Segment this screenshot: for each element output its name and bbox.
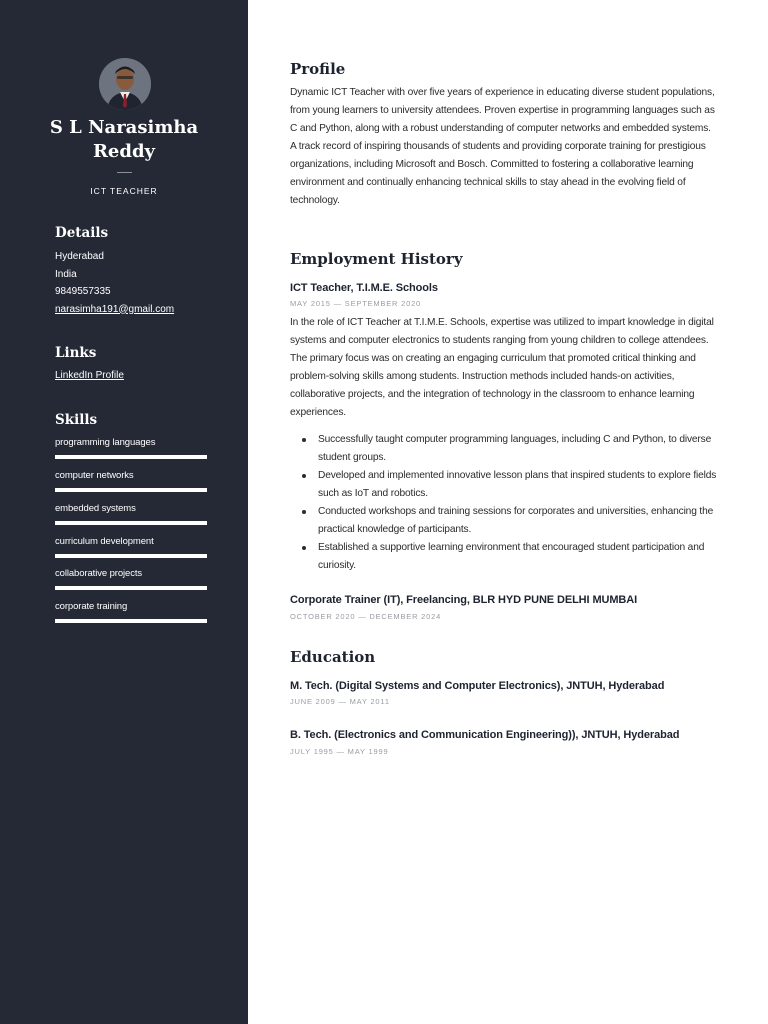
skill-level-bar — [55, 521, 207, 525]
skill-label: curriculum development — [55, 536, 154, 547]
skill-item — [55, 601, 207, 623]
achievement-item: Successfully taught computer programming languages, including C and Python, to diverse student groups. — [300, 431, 720, 467]
employment-heading: Employment History — [290, 250, 463, 268]
skill-item — [55, 503, 207, 525]
linkedin-profile-link[interactable]: LinkedIn Profile — [55, 370, 124, 381]
sidebar — [0, 0, 248, 1024]
skill-item — [55, 470, 207, 492]
job-dates: OCTOBER 2020 — DECEMBER 2024 — [290, 612, 442, 621]
details-phone: 9849557335 — [55, 286, 111, 297]
skill-level-bar — [55, 554, 207, 558]
profile-heading: Profile — [290, 60, 346, 78]
details-city: Hyderabad — [55, 251, 104, 262]
skills-heading: Skills — [55, 412, 98, 428]
details-block — [55, 248, 174, 318]
skill-item — [55, 536, 207, 558]
skill-level-bar — [55, 455, 207, 459]
candidate-name — [24, 116, 224, 164]
achievement-item: Conducted workshops and training sessions for corporates and universities, enhancing the practical knowledge of participants. — [300, 503, 720, 539]
skill-level-bar — [55, 488, 207, 492]
education-title: B. Tech. (Electronics and Communication Engineering)), JNTUH, Hyderabad — [290, 729, 680, 741]
email-link[interactable]: narasimha191@gmail.com — [55, 303, 175, 315]
profile-text: Dynamic ICT Teacher with over five years of experience in educating diverse student populations, from young learners to university attendees. Proven expertise in programming languages such as C and Python, along with a robust understanding of computer networks and embedded systems. A track record of inspiring thousands of students and providing corporate training for prestigious organizations, including Microsoft and Bosch. Committed to fostering a collaborative learning environment and continually enhancing technical skills to stay ahead in the evolving field of technology. — [290, 87, 715, 206]
skill-label: computer networks — [55, 470, 134, 481]
skill-item — [55, 437, 207, 459]
avatar-photo — [99, 58, 151, 110]
skill-label: embedded systems — [55, 503, 136, 514]
details-heading: Details — [55, 225, 109, 241]
candidate-job-title: ICT TEACHER — [90, 186, 158, 196]
links-block — [55, 367, 124, 385]
candidate-name-line1: S L Narasimha — [49, 117, 199, 138]
job-title: Corporate Trainer (IT), Freelancing, BLR HYD PUNE DELHI MUMBAI — [290, 594, 638, 606]
candidate-name-line2: Reddy — [92, 141, 156, 162]
skill-label: corporate training — [55, 601, 128, 612]
skill-label: collaborative projects — [55, 568, 143, 579]
skill-level-bar — [55, 619, 207, 623]
skill-label: programming languages — [55, 437, 156, 448]
skill-item — [55, 568, 207, 590]
details-country: India — [55, 268, 77, 280]
education-title: M. Tech. (Digital Systems and Computer Electronics), JNTUH, Hyderabad — [290, 680, 665, 692]
achievement-item: Established a supportive learning environment that encouraged student participation and curiosity. — [300, 539, 720, 575]
education-dates: JULY 1995 — MAY 1999 — [290, 747, 389, 756]
job-description: In the role of ICT Teacher at T.I.M.E. Schools, expertise was utilized to impart knowledge in digital systems and computer electronics to students ranging from young children to college attendees. The primary focus was on creating an engaging curriculum that promoted critical thinking and problem-solving skills among students. Instruction methods included hands-on activities, collaborative projects, and the integration of technology in the classroom to enhance learning experiences. — [290, 317, 714, 418]
links-heading: Links — [55, 345, 97, 361]
skill-level-bar — [55, 586, 207, 590]
job-title: ICT Teacher, T.I.M.E. Schools — [290, 282, 438, 294]
job-achievements-list — [300, 431, 720, 575]
achievement-item: Developed and implemented innovative lesson plans that inspired students to explore fields such as IoT and robotics. — [300, 467, 720, 503]
education-heading: Education — [290, 648, 376, 666]
job-dates: MAY 2015 — SEPTEMBER 2020 — [290, 299, 422, 308]
name-divider — [117, 172, 132, 173]
education-dates: JUNE 2009 — MAY 2011 — [290, 697, 390, 706]
avatar — [99, 58, 151, 110]
